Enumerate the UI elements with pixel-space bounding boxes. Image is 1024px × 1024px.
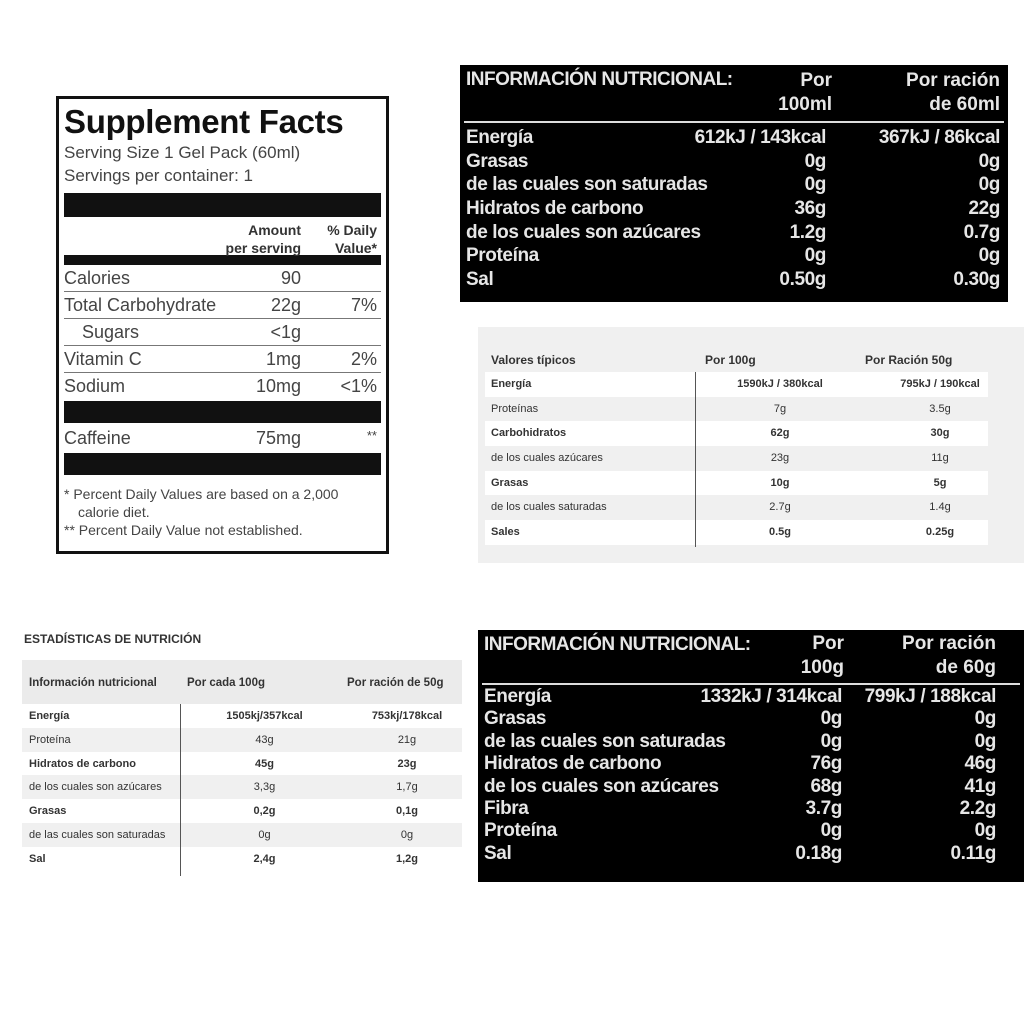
column-divider (180, 704, 181, 876)
table-row: de los cuales saturadas 2.7g 1.4g (485, 495, 988, 520)
nutrient-amount: 1mg (265, 349, 301, 369)
nutrient-row: Grasas 0g 0g (466, 150, 1000, 172)
nutrient-name: Calories (64, 268, 131, 288)
nutrient-row (64, 346, 381, 373)
table-row: de los cuales son azúcares 3,3g 1,7g (22, 775, 462, 799)
supplement-column-header (64, 217, 381, 255)
thick-divider (64, 401, 381, 423)
stats-title: ESTADÍSTICAS DE NUTRICIÓN (24, 632, 202, 646)
footnote: ** Percent Daily Value not established. (64, 522, 303, 538)
nutrient-row (64, 319, 381, 346)
supplement-facts-title: Supplement Facts (64, 103, 344, 140)
nutrient-row: Grasas 0g 0g (484, 708, 996, 730)
per-serving-header: Por ración de 60ml (906, 70, 1000, 115)
nutrient-name: Total Carbohydrate (64, 295, 217, 315)
nutrient-row: Hidratos de carbono 36g 22g (466, 198, 1000, 220)
table-row: Hidratos de carbono 45g 23g (29, 757, 417, 770)
nutrient-dv: ** (366, 428, 377, 443)
nutrient-row: de los cuales son azúcares 68g 41g (484, 775, 996, 797)
table-row: de los cuales azúcares 23g 11g (485, 446, 988, 471)
nutrient-row: de las cuales son saturadas 0g 0g (484, 730, 996, 752)
nutrient-dv: 2% (350, 349, 377, 369)
table-header: Valores típicos Por 100g Por Ración 50g (485, 344, 988, 372)
nutrient-amount: 10mg (255, 376, 301, 396)
table-row: Grasas 0,2g 0,1g (29, 805, 418, 818)
label-title: INFORMACIÓN NUTRICIONAL: (484, 634, 751, 655)
nutrition-stats-table (22, 632, 462, 878)
column-divider (695, 372, 696, 547)
table-row: Proteínas 7g 3.5g (485, 397, 988, 422)
nutrient-name: Sodium (64, 376, 126, 396)
nutrition-label-60ml (460, 65, 1008, 302)
nutrient-amount: <1g (270, 322, 301, 342)
nutrient-amount: 22g (270, 295, 301, 315)
nutrient-name: Caffeine (64, 428, 131, 448)
nutrient-row (64, 373, 381, 399)
nutrient-row: de las cuales son saturadas 0g 0g (466, 174, 1000, 196)
caffeine-row (64, 423, 381, 453)
nutrient-row: Sal 0.50g 0.30g (466, 269, 1000, 291)
table-row: Grasas 10g 5g (491, 476, 947, 489)
divider-line (482, 683, 1020, 685)
table-row: Sal 2,4g 1,2g (29, 852, 418, 865)
nutrient-row: de los cuales son azúcares 1.2g 0.7g (466, 221, 1000, 243)
table-row: de las cuales son saturadas 0g 0g (22, 823, 462, 847)
daily-value-header: % Daily Value* (327, 222, 377, 256)
table-header: Información nutricional Por cada 100g Por ración de 50g (22, 660, 462, 704)
nutrient-row: Sal 0.18g 0.11g (484, 842, 996, 864)
table-row: Sales 0.5g 0.25g (491, 526, 955, 539)
table-row: Energía 1505kj/357kcal 753kj/178kcal (29, 710, 443, 722)
nutrient-amount: 75mg (255, 428, 301, 448)
per-100-header: Por 100g (800, 633, 844, 678)
serving-size: Serving Size 1 Gel Pack (60ml) (64, 143, 301, 162)
per-serving-header: Por ración de 60g (902, 633, 996, 678)
footnotes (64, 485, 381, 539)
nutrient-row (64, 292, 381, 319)
nutrient-amount: 90 (280, 268, 301, 288)
nutrient-row: Proteína 0g 0g (484, 820, 996, 842)
nutrient-name: Sugars (82, 322, 140, 342)
nutrient-dv: 7% (350, 295, 377, 315)
nutrient-dv: <1% (340, 376, 377, 396)
supplement-facts-panel (56, 96, 389, 554)
footnote: * Percent Daily Values are based on a 2,000 calorie diet. (64, 486, 339, 520)
nutrient-row: Proteína 0g 0g (466, 245, 1000, 267)
label-title: INFORMACIÓN NUTRICIONAL: (466, 69, 733, 90)
per-100-header: Por 100ml (778, 70, 832, 115)
table-row: Energía 1590kJ / 380kcal 795kJ / 190kcal (491, 378, 980, 390)
label-header (478, 630, 1024, 682)
nutrient-row (64, 265, 381, 292)
thick-divider (64, 193, 381, 217)
thick-divider (64, 453, 381, 475)
divider-line (464, 121, 1004, 123)
nutrient-row: Fibra 3.7g 2.2g (484, 797, 996, 819)
label-header (460, 65, 1008, 119)
servings-per-container: Servings per container: 1 (64, 166, 253, 185)
table-row: Carbohidratos 62g 30g (491, 427, 950, 440)
nutrient-name: Vitamin C (64, 349, 142, 369)
table-row: Proteína 43g 21g (22, 728, 462, 752)
nutrition-label-60g (478, 630, 1024, 882)
nutrient-row: Energía 612kJ / 143kcal 367kJ / 86kcal (466, 127, 1000, 148)
nutrient-row: Hidratos de carbono 76g 46g (484, 753, 996, 775)
nutrient-row: Energía 1332kJ / 314kcal 799kJ / 188kcal (484, 686, 996, 707)
typical-values-table (478, 327, 1024, 563)
amount-header: Amount per serving (225, 222, 301, 256)
